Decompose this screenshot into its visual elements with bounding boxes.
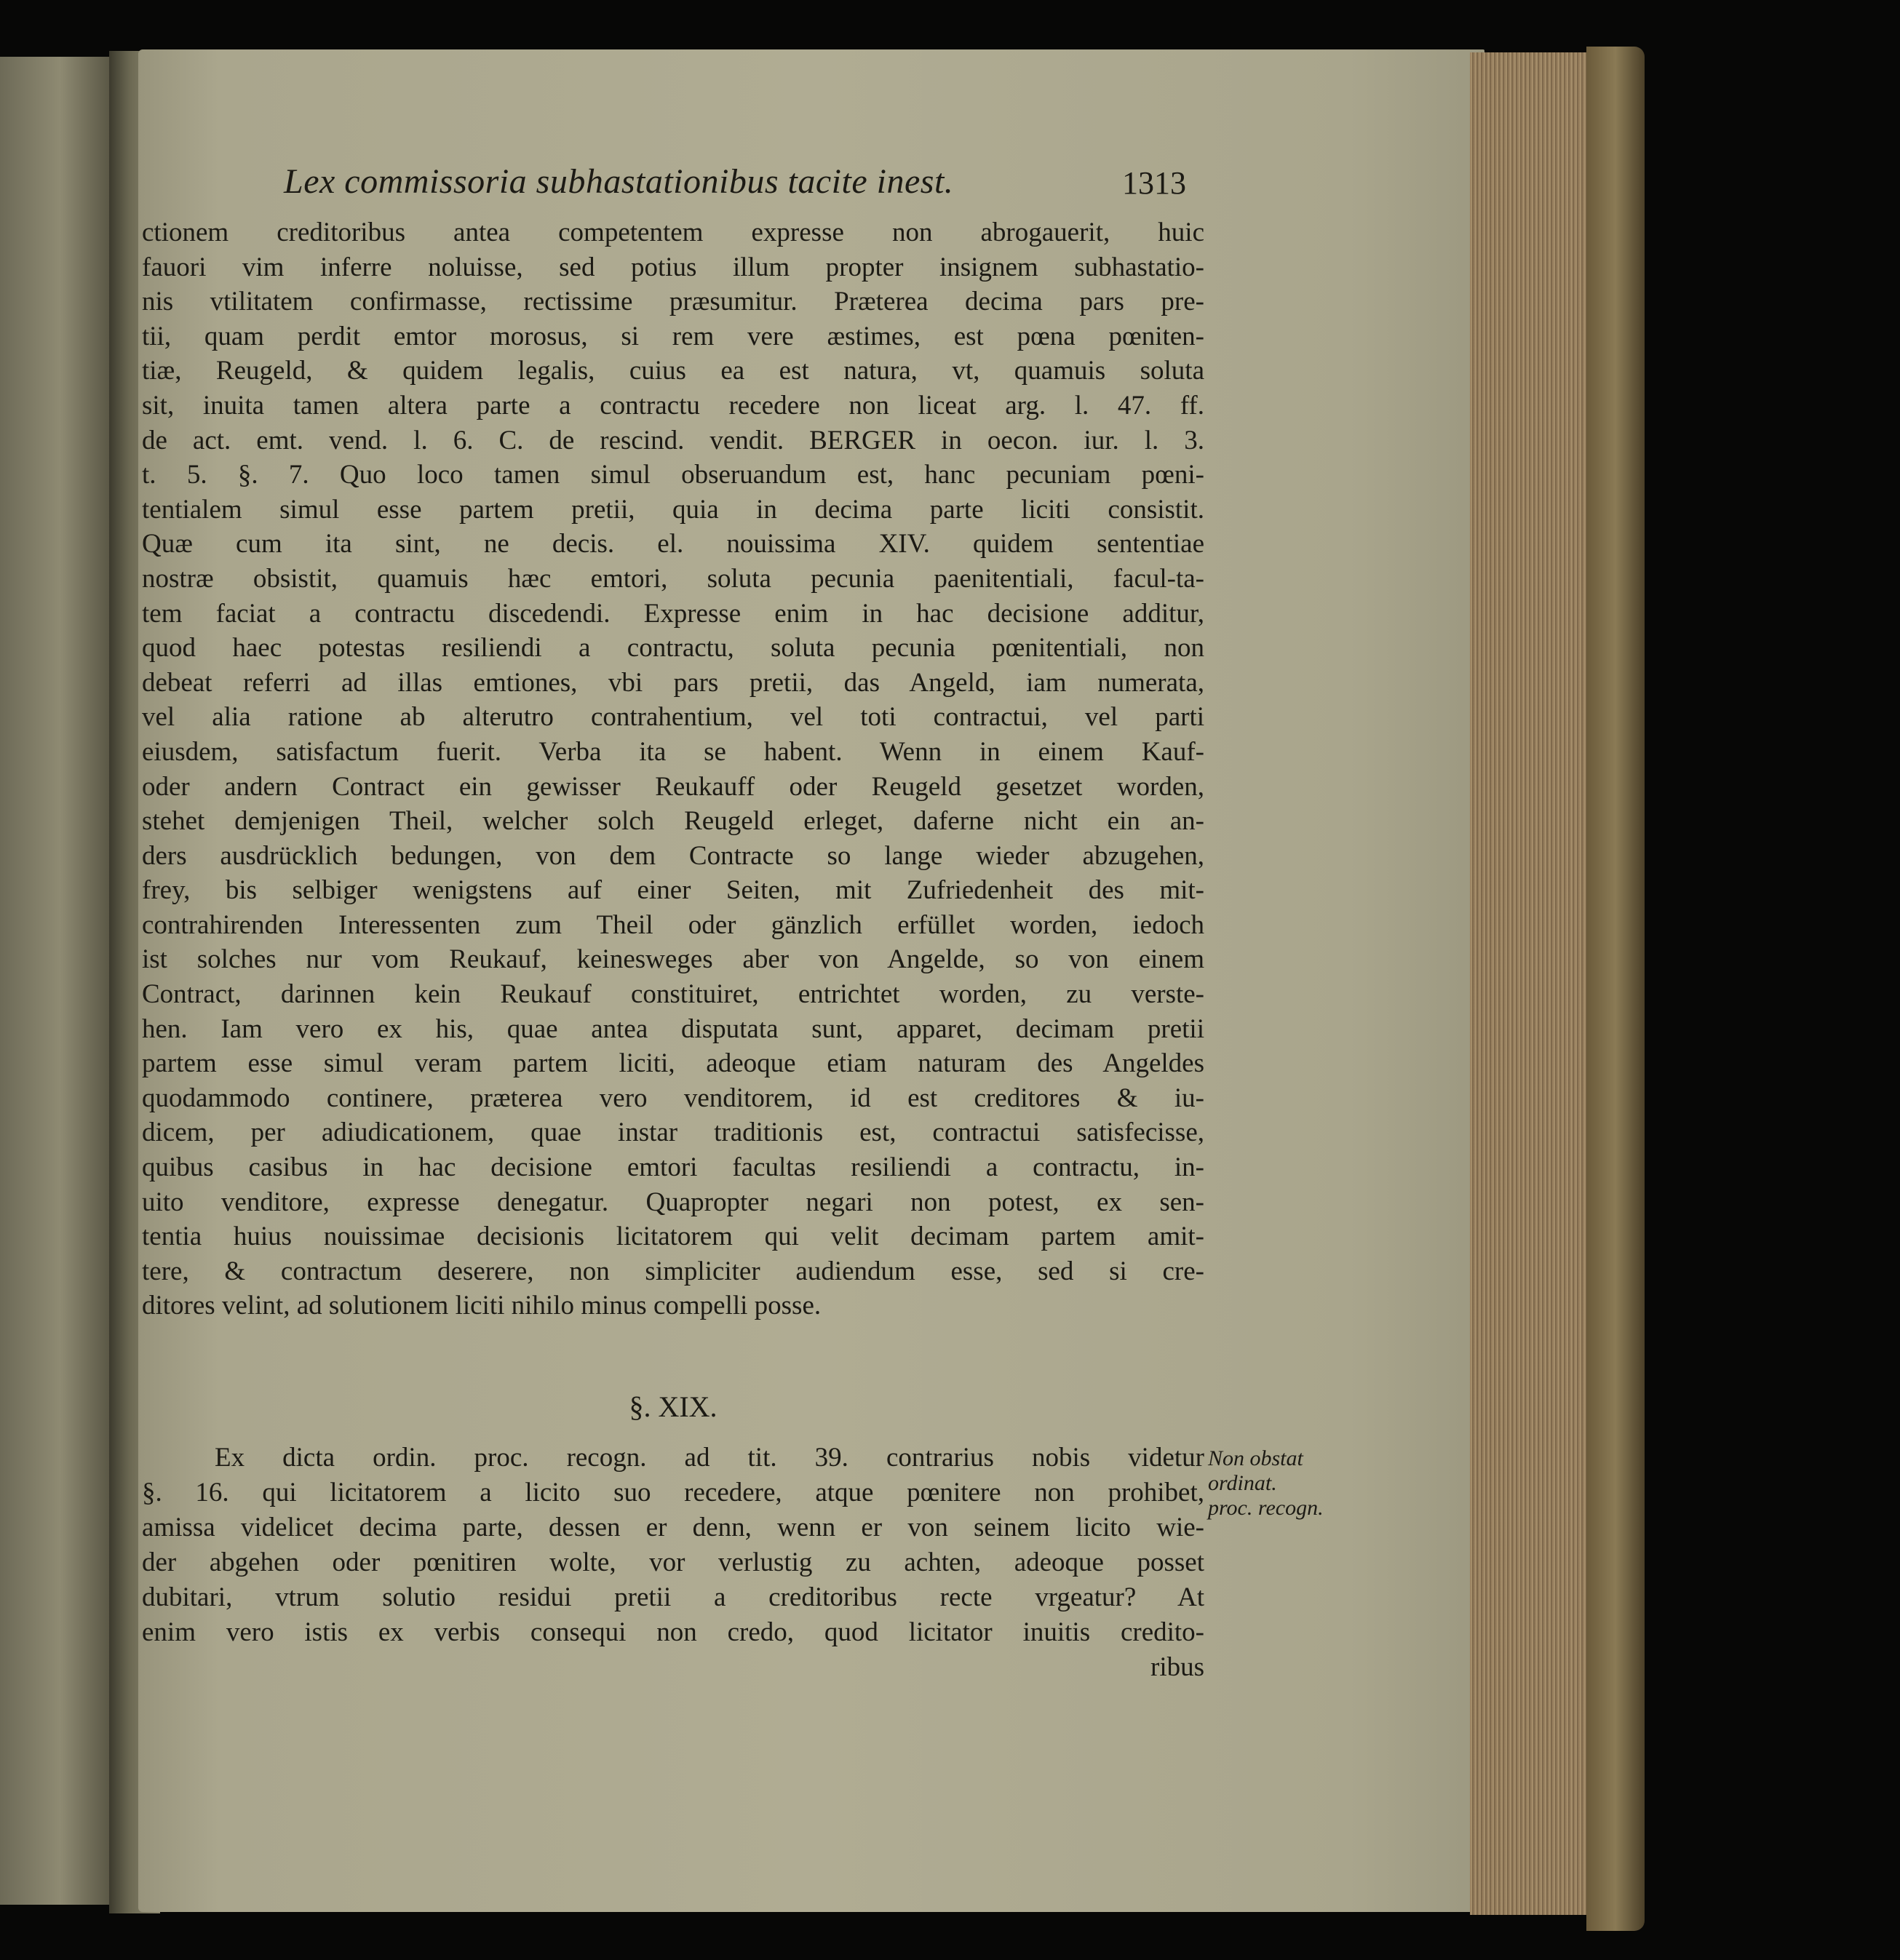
text-line: quod haec potestas resiliendi a contractu, soluta pecunia pœnitentiali, non: [142, 633, 1204, 664]
margin-note-line: Non obstat: [1208, 1446, 1303, 1470]
text-line: der abgehen oder pœnitiren wolte, vor verlustig zu achten, adeoque posset: [142, 1547, 1204, 1577]
text-line: tiæ, Reugeld, & quidem legalis, cuius ea est natura, vt, quamuis soluta: [142, 356, 1204, 386]
book-cover-edge: [1586, 47, 1645, 1931]
text-line: tentia huius nouissimae decisionis licitatorem qui velit decimam partem amit-: [142, 1222, 1204, 1252]
text-line: tem faciat a contractu discedendi. Expresse enim in hac decisione additur,: [142, 598, 1204, 629]
text-line: frey, bis selbiger wenigstens auf einer Seiten, mit Zufriedenheit des mit-: [142, 875, 1204, 906]
previous-page-edge: [0, 57, 109, 1905]
text-line: partem esse simul veram partem liciti, adeoque etiam naturam des Angeldes: [142, 1048, 1204, 1079]
text-line: contrahirenden Interessenten zum Theil oder gänzlich erfüllet worden, iedoch: [142, 909, 1204, 940]
text-line: quibus casibus in hac decisione emtori facultas resiliendi a contractu, in-: [142, 1152, 1204, 1183]
running-title: Lex commissoria subhastationibus tacite inest.: [284, 162, 954, 201]
text-line: vel alia ratione ab alterutro contrahentium, vel toti contractui, vel parti: [142, 702, 1204, 733]
text-line: §. 16. qui licitatorem a licito suo recedere, atque pœnitere non prohibet,: [142, 1478, 1204, 1507]
page-block-edges: [1470, 52, 1594, 1915]
text-line: eiusdem, satisfactum fuerit. Verba ita se habent. Wenn in einem Kauf-: [142, 736, 1204, 767]
text-line: nostræ obsistit, quamuis hæc emtori, soluta pecunia paenitentiali, facul-ta-: [142, 563, 1204, 594]
text-line: tii, quam perdit emtor morosus, si rem vere æstimes, est pœna pœniten-: [142, 321, 1204, 351]
text-line: stehet demjenigen Theil, welcher solch Reugeld erleget, daferne nicht ein an-: [142, 806, 1204, 837]
text-line: dubitari, vtrum solutio residui pretii a creditoribus recte vrgeatur? At: [142, 1582, 1204, 1612]
text-line: Quæ cum ita sint, ne decis. el. nouissima XIV. quidem sententiae: [142, 529, 1204, 559]
text-line: quodammodo continere, præterea vero venditorem, id est creditores & iu-: [142, 1083, 1204, 1113]
text-line: Ex dicta ordin. proc. recogn. ad tit. 39. contrarius nobis videtur: [215, 1443, 1204, 1473]
text-line: ist solches nur vom Reukauf, keinesweges aber von Angelde, so von einem: [142, 944, 1204, 975]
text-line: ders ausdrücklich bedungen, von dem Contracte so lange wieder abzugehen,: [142, 840, 1204, 871]
page-number: 1313: [1122, 165, 1186, 201]
text-line: oder andern Contract ein gewisser Reukauff oder Reugeld gesetzet worden,: [142, 771, 1204, 802]
text-line: de act. emt. vend. l. 6. C. de rescind. vendit. BERGER in oecon. iur. l. 3.: [142, 425, 1204, 455]
text-line: debeat referri ad illas emtiones, vbi pars pretii, das Angeld, iam numerata,: [142, 667, 1204, 698]
text-line: amissa videlicet decima parte, dessen er denn, wenn er von seinem licito wie-: [142, 1513, 1204, 1542]
text-line: nis vtilitatem confirmasse, rectissime præsumitur. Præterea decima pars pre-: [142, 287, 1204, 317]
text-line: enim vero istis ex verbis consequi non credo, quod licitator inuitis credito-: [142, 1617, 1204, 1647]
text-line: fauori vim inferre noluisse, sed potius illum propter insignem subhastatio-: [142, 252, 1204, 282]
margin-note-line: proc. recogn.: [1208, 1496, 1324, 1520]
text-line: sit, inuita tamen altera parte a contractu recedere non liceat arg. l. 47. ff.: [142, 390, 1204, 421]
margin-note: [1208, 1446, 1354, 1521]
text-line: ditores velint, ad solutionem liciti nihilo minus compelli posse.: [142, 1291, 822, 1321]
catchword: ribus: [1150, 1652, 1204, 1682]
text-line: dicem, per adiudicationem, quae instar traditionis est, contractui satisfecisse,: [142, 1118, 1204, 1148]
text-line: t. 5. §. 7. Quo loco tamen simul obseruandum est, hanc pecuniam pœni-: [142, 460, 1204, 490]
running-head: [284, 162, 1186, 208]
text-line: tere, & contractum deserere, non simpliciter audiendum esse, sed si cre-: [142, 1256, 1204, 1286]
text-line: ctionem creditoribus antea competentem expresse non abrogauerit, huic: [142, 218, 1204, 247]
text-line: uito venditore, expresse denegatur. Quapropter negari non potest, ex sen-: [142, 1187, 1204, 1217]
text-line: tentialem simul esse partem pretii, quia in decima parte liciti consistit.: [142, 494, 1204, 525]
text-line: hen. Iam vero ex his, quae antea disputata sunt, apparet, decimam pretii: [142, 1013, 1204, 1044]
text-line: Contract, darinnen kein Reukauf constituiret, entrichtet worden, zu verste-: [142, 979, 1204, 1010]
section-heading: §. XIX.: [629, 1390, 718, 1423]
paragraph-2: [142, 1441, 1204, 1685]
paragraph-1: [142, 215, 1204, 1323]
margin-note-line: ordinat.: [1208, 1471, 1277, 1495]
